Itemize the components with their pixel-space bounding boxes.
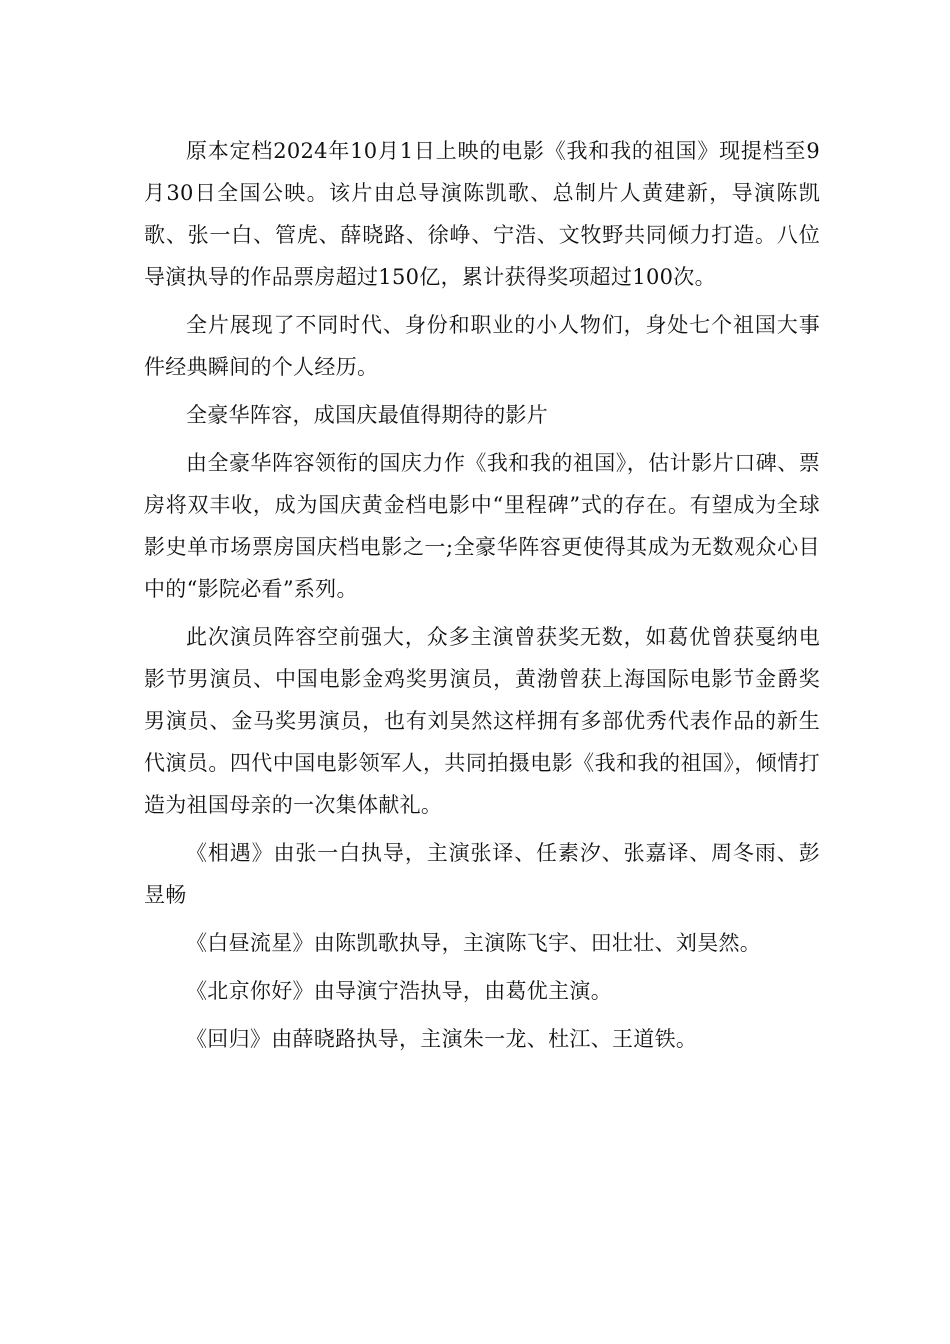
paragraph-segment-baizhou: 《白昼流星》由陈凯歌执导，主演陈飞宇、田壮壮、刘昊然。 bbox=[186, 931, 762, 955]
document-body bbox=[144, 130, 820, 1066]
paragraph-release-info: 原本定档2024年10月1日上映的电影《我和我的祖国》现提档至9月30日全国公映。该片由总导演陈凯歌、总制片人黄建新，导演陈凯歌、张一白、管虎、薛晓路、徐峥、宁浩、文牧野共同倾力打造。八位导演执导的作品票房超过150亿，累计获得奖项超过100次。 bbox=[144, 139, 820, 289]
paragraph-expectation: 由全豪华阵容领衔的国庆力作《我和我的祖国》，估计影片口碑、票房将双丰收，成为国庆黄金档电影中“里程碑”式的存在。有望成为全球影史单市场票房国庆档电影之一;全豪华阵容更使得其成为无数观众心目中的“影院必看”系列。 bbox=[144, 451, 820, 601]
paragraph-segment-xiangyu: 《相遇》由张一白执导，主演张译、任素汐、张嘉译、周冬雨、彭昱畅 bbox=[144, 841, 820, 907]
paragraph-synopsis: 全片展现了不同时代、身份和职业的小人物们，身处七个祖国大事件经典瞬间的个人经历。 bbox=[144, 313, 820, 379]
section-heading: 全豪华阵容，成国庆最值得期待的影片 bbox=[186, 403, 549, 427]
paragraph-segment-beijing: 《北京你好》由导演宁浩执导，由葛优主演。 bbox=[186, 979, 612, 1003]
paragraph-cast: 此次演员阵容空前强大，众多主演曾获奖无数，如葛优曾获戛纳电影节男演员、中国电影金鸡奖男演员，黄渤曾获上海国际电影节金爵奖男演员、金马奖男演员，也有刘昊然这样拥有多部优秀代表作品的新生代演员。四代中国电影领军人，共同拍摄电影《我和我的祖国》，倾情打造为祖国母亲的一次集体献礼。 bbox=[144, 625, 820, 817]
paragraph-segment-huigui: 《回归》由薛晓路执导，主演朱一龙、杜江、王道铁。 bbox=[186, 1027, 698, 1051]
